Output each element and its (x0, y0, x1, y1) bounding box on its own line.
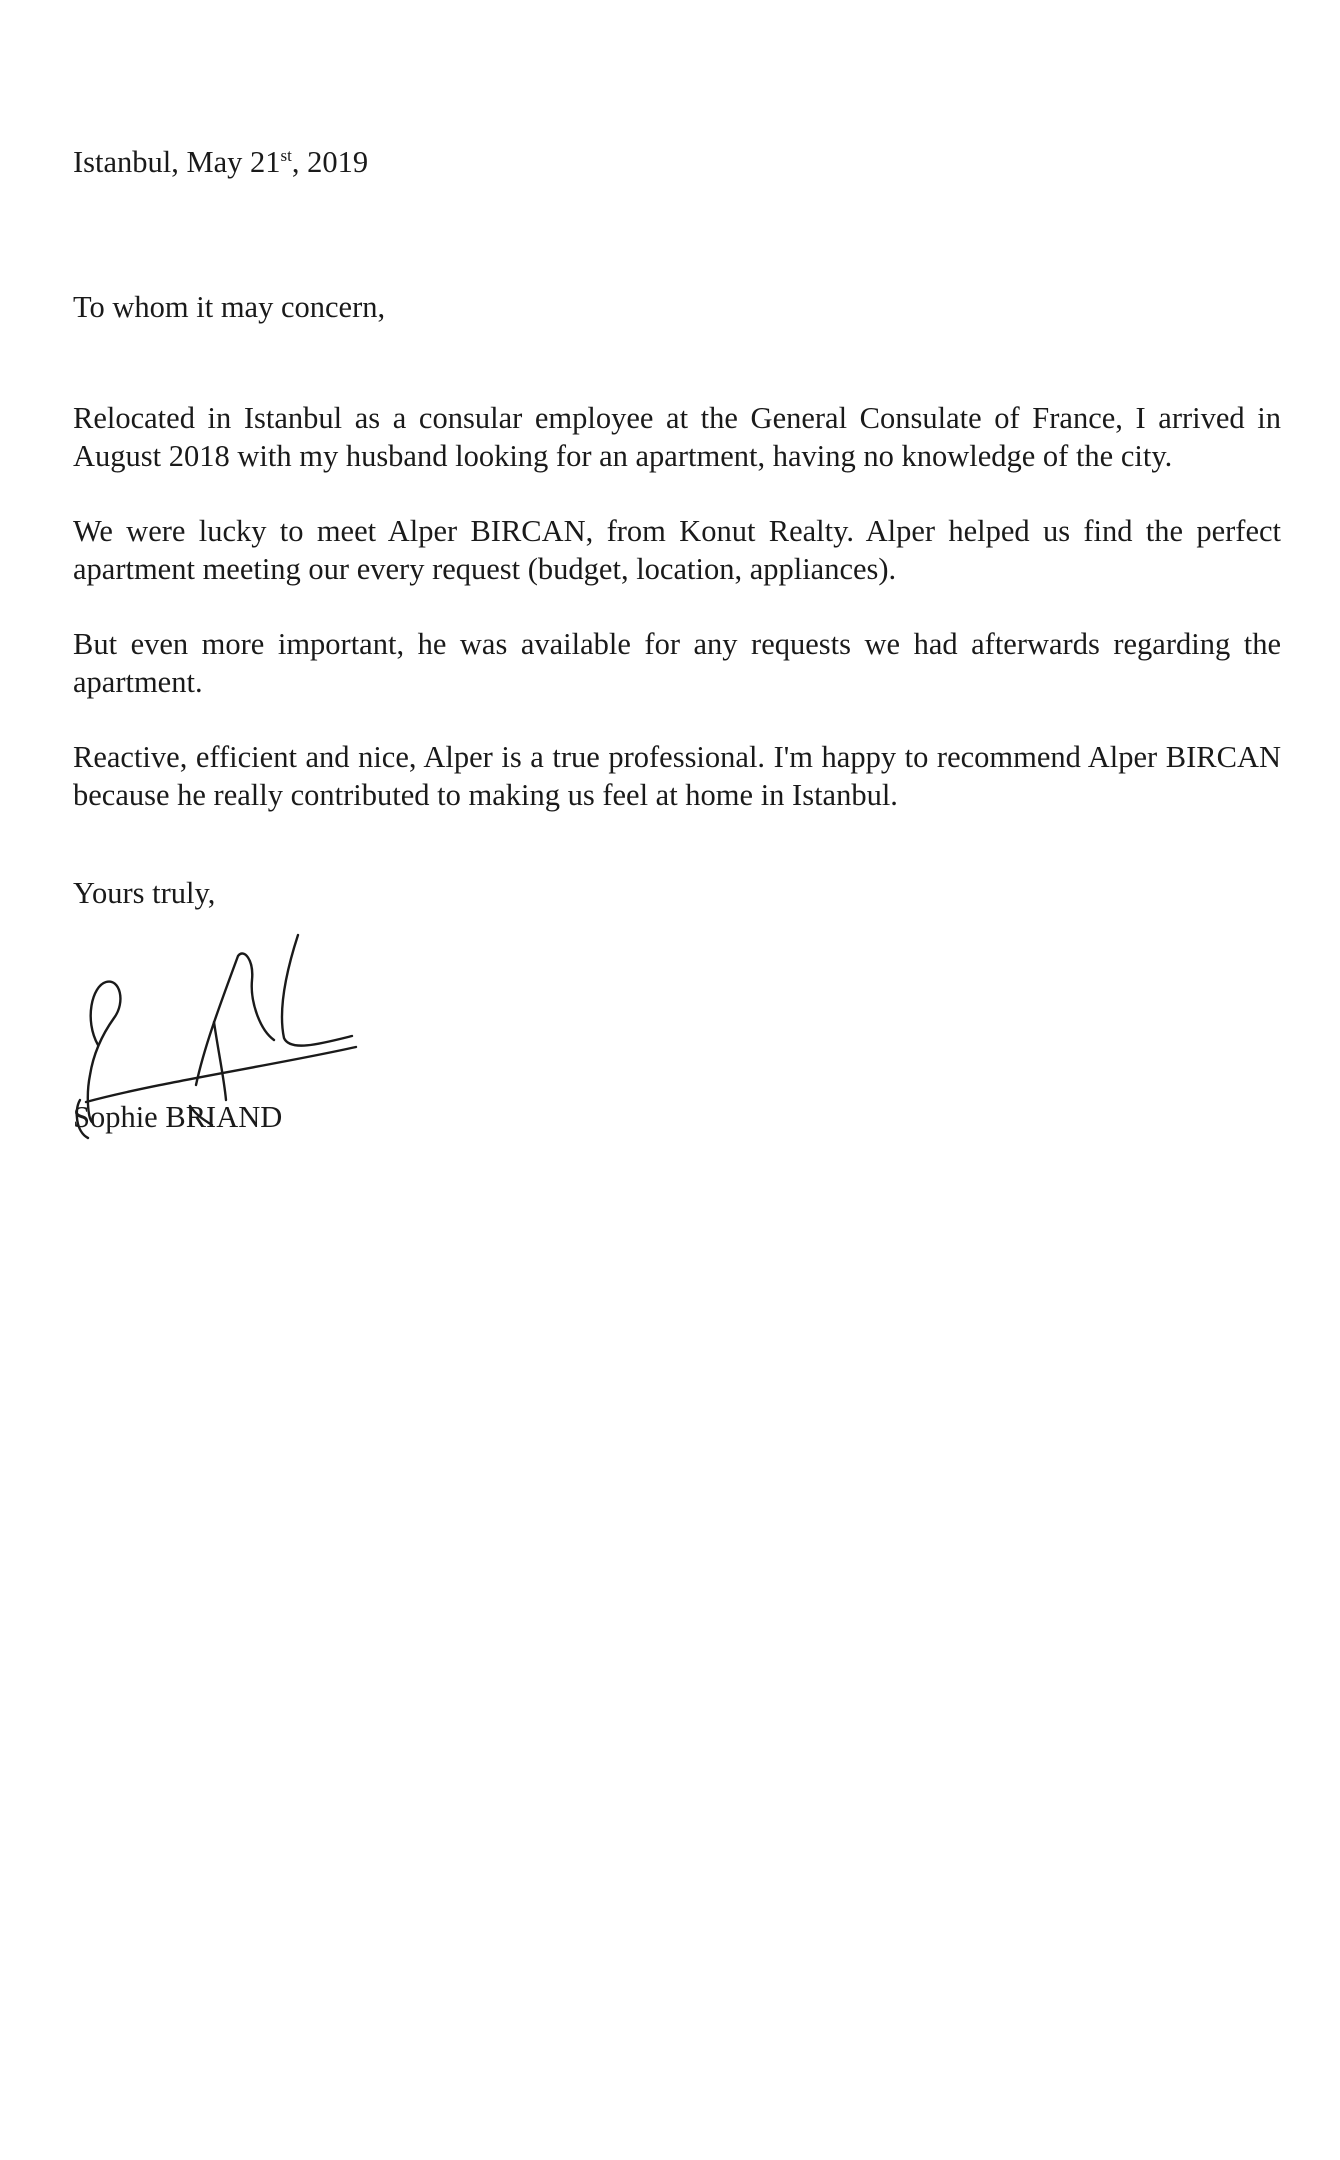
paragraph-meeting-agent: We were lucky to meet Alper BIRCAN, from Konut Realty. Alper helped us find the perfect apartment meeting our every request (budget, location, appliances). (73, 514, 1281, 586)
date-year: , 2019 (291, 145, 369, 179)
signature-block (40, 910, 380, 1155)
date-prefix: Istanbul, May 21 (73, 145, 281, 179)
signature-stroke-l (282, 935, 352, 1046)
paragraph-recommendation: Reactive, efficient and nice, Alper is a true professional. I'm happy to recommend Alper BIRCAN because he really contributed to making us feel at home in Istanbul. (73, 740, 1281, 812)
letter-date (73, 143, 1281, 181)
letter-body (73, 143, 1281, 912)
salutation: To whom it may concern, (73, 290, 386, 324)
paragraph-availability: But even more important, he was available for any requests we had afterwards regarding the apartment. (73, 627, 1281, 699)
closing: Yours truly, (73, 876, 216, 910)
paragraph-relocation: Relocated in Istanbul as a consular employee at the General Consulate of France, I arrived in August 2018 with my husband looking for an apartment, having no knowledge of the city. (73, 401, 1281, 473)
signature-underline (86, 1047, 356, 1102)
date-ordinal-suffix: st (280, 145, 292, 165)
signer-name: Sophie BRIAND (73, 1100, 283, 1134)
signature-stroke-b-stem (214, 1022, 226, 1100)
